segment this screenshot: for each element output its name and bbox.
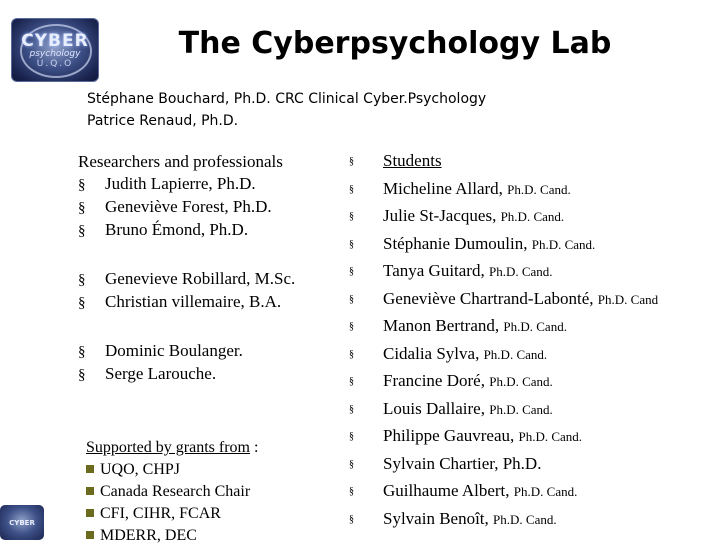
logo-text-uqo: U.Q.O — [36, 59, 74, 69]
list-item: § Manon Bertrand, Ph.D. Cand. — [349, 313, 658, 341]
list-item: § Sylvain Chartier, Ph.D. — [349, 451, 658, 479]
list-item: § Stéphanie Dumoulin, Ph.D. Cand. — [349, 231, 658, 259]
list-item: § Louis Dallaire, Ph.D. Cand. — [349, 396, 658, 424]
logo-text-cyber: CYBER — [21, 31, 89, 51]
bullet-icon: § — [349, 266, 354, 277]
list-item: § Serge Larouche. — [78, 363, 295, 386]
list-item: CFI, CIHR, FCAR — [86, 503, 258, 525]
bullet-icon: § — [349, 156, 354, 167]
list-item: § Geneviève Forest, Ph.D. — [78, 196, 295, 219]
list-item: MDERR, DEC — [86, 525, 258, 547]
page-title: The Cyberpsychology Lab — [178, 26, 612, 61]
list-item: § Tanya Guitard, Ph.D. Cand. — [349, 258, 658, 286]
square-bullet-icon — [86, 465, 94, 473]
grants-list: Supported by grants from : UQO, CHPJ Canada Research Chair CFI, CIHR, FCAR MDERR, DEC — [86, 437, 258, 547]
researchers-heading: Researchers and professionals — [78, 152, 283, 171]
square-bullet-icon — [86, 487, 94, 495]
small-logo — [0, 505, 44, 540]
bullet-icon: § — [349, 238, 354, 250]
list-item: Canada Research Chair — [86, 481, 258, 503]
list-item: § Geneviève Chartrand-Labonté, Ph.D. Cand — [349, 286, 658, 314]
grants-heading: Supported by grants from — [86, 439, 250, 456]
subtitle-line-2: Patrice Renaud, Ph.D. — [87, 113, 239, 129]
students-heading: Students — [383, 151, 442, 170]
list-item: § Bruno Émond, Ph.D. — [78, 219, 295, 242]
bullet-icon: § — [78, 200, 86, 216]
bullet-icon: § — [78, 295, 86, 311]
bullet-icon: § — [349, 293, 354, 305]
list-item: § Julie St-Jacques, Ph.D. Cand. — [349, 203, 658, 231]
small-logo-text: CYBER — [9, 518, 35, 527]
bullet-icon: § — [78, 344, 86, 360]
bullet-icon: § — [349, 513, 354, 525]
subtitle-line-1: Stéphane Bouchard, Ph.D. CRC Clinical Cyber.Psychology — [87, 91, 487, 107]
list-item: § Francine Doré, Ph.D. Cand. — [349, 368, 658, 396]
list-item: § Genevieve Robillard, M.Sc. — [78, 268, 295, 291]
bullet-icon: § — [349, 183, 354, 195]
list-item: § Sylvain Benoît, Ph.D. Cand. — [349, 506, 658, 534]
bullet-icon: § — [349, 486, 354, 497]
bullet-icon: § — [78, 177, 86, 193]
researchers-list — [78, 151, 295, 386]
bullet-icon: § — [78, 223, 86, 239]
list-item: § Christian villemaire, B.A. — [78, 291, 295, 314]
list-item: § Philippe Gauvreau, Ph.D. Cand. — [349, 423, 658, 451]
square-bullet-icon — [86, 531, 94, 539]
square-bullet-icon — [86, 509, 94, 517]
bullet-icon: § — [349, 376, 354, 387]
list-item: § Dominic Boulanger. — [78, 340, 295, 363]
bullet-icon: § — [349, 403, 354, 415]
list-item: § Guilhaume Albert, Ph.D. Cand. — [349, 478, 658, 506]
bullet-icon: § — [349, 458, 354, 470]
list-item: § Judith Lapierre, Ph.D. — [78, 173, 295, 196]
bullet-icon: § — [349, 211, 354, 222]
bullet-icon: § — [349, 431, 354, 442]
list-item: § Micheline Allard, Ph.D. Cand. — [349, 176, 658, 204]
logo-text-psychology: psychology — [29, 49, 81, 59]
bullet-icon: § — [78, 367, 86, 383]
list-item: § Cidalia Sylva, Ph.D. Cand. — [349, 341, 658, 369]
bullet-icon: § — [78, 272, 86, 288]
bullet-icon: § — [349, 321, 354, 332]
bullet-icon: § — [349, 348, 354, 360]
list-item: UQO, CHPJ — [86, 459, 258, 481]
students-list — [349, 148, 658, 533]
